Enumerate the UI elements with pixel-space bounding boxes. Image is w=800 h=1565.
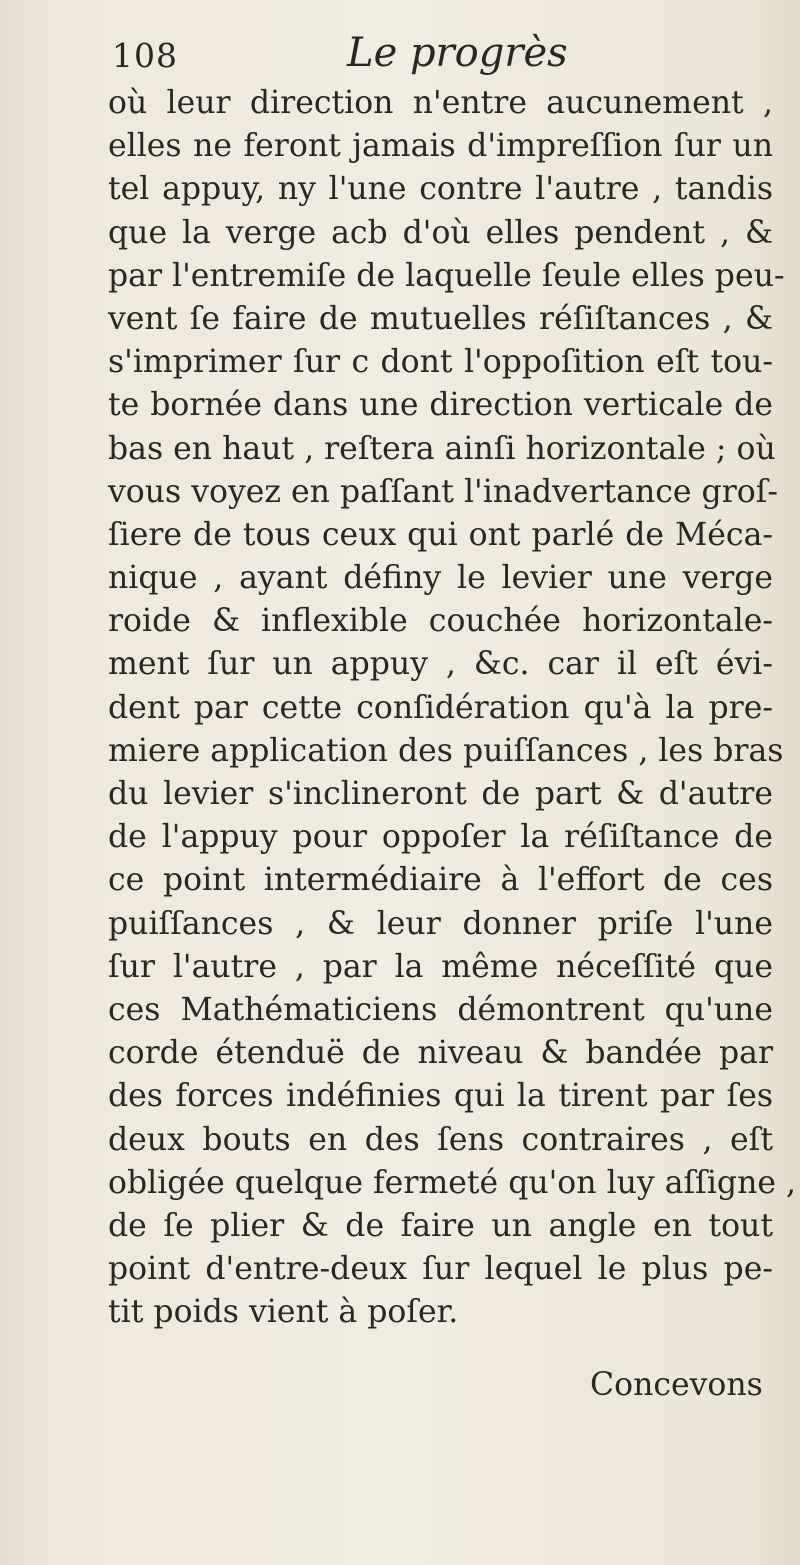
text-line: puiſſances , & leur donner priſe l'une bbox=[108, 905, 773, 942]
text-line: où leur direction n'entre aucunement , bbox=[108, 85, 773, 121]
text-line: tit poids vient à poſer. bbox=[108, 1294, 459, 1331]
text-line: que la verge acb d'où elles pendent , & bbox=[108, 214, 773, 251]
text-line: vous voyez en paſſant l'inadvertance groſ- bbox=[108, 473, 779, 510]
text-line: ces Mathématiciens démontrent qu'une bbox=[108, 991, 773, 1028]
text-line: ment ſur un appuy , &c. car il eſt évi- bbox=[108, 646, 773, 683]
text-line: ſiere de tous ceux qui ont parlé de Méca- bbox=[108, 516, 773, 553]
text-line: nique , ayant définy le levier une verge bbox=[108, 560, 773, 597]
text-line: miere application des puiſſances , les bras bbox=[108, 732, 784, 769]
text-line: elles ne feront jamais d'impreſſion ſur un bbox=[108, 128, 773, 165]
text-line: deux bouts en des ſens contraires , eſt bbox=[108, 1121, 773, 1158]
text-line: te bornée dans une direction verticale de bbox=[108, 387, 773, 424]
body-text bbox=[108, 82, 797, 1334]
text-line: par l'entremiſe de laquelle ſeule elles peu- bbox=[108, 257, 785, 294]
page-number: 108 bbox=[112, 36, 178, 75]
text-line: de ſe plier & de faire un angle en tout bbox=[108, 1207, 773, 1244]
text-line: point d'entre-deux ſur lequel le plus pe- bbox=[108, 1251, 773, 1288]
text-line: du levier s'inclineront de part & d'autre bbox=[108, 776, 773, 812]
catchword: Concevons bbox=[590, 1367, 763, 1403]
page-header bbox=[112, 30, 672, 80]
running-title: Le progrès bbox=[347, 30, 568, 76]
text-line: ce point intermédiaire à l'effort de ces bbox=[108, 862, 773, 899]
text-line: tel appuy, ny l'une contre l'autre , tandis bbox=[108, 171, 773, 208]
text-line: bas en haut , reſtera ainſi horizontale ; où bbox=[108, 430, 776, 467]
text-line: s'imprimer ſur c dont l'oppoſition eſt tou- bbox=[108, 344, 773, 381]
text-line: vent ſe faire de mutuelles réſiſtances , & bbox=[108, 300, 773, 337]
text-line: ſur l'autre , par la même néceſſité que bbox=[108, 948, 773, 985]
text-line: corde étenduë de niveau & bandée par bbox=[108, 1035, 773, 1072]
text-line: obligée quelque fermeté qu'on luy aſſigne , bbox=[108, 1164, 797, 1201]
text-line: roide & inflexible couchée horizontale- bbox=[108, 603, 773, 640]
text-line: dent par cette conſidération qu'à la pre- bbox=[108, 689, 773, 726]
text-line: de l'appuy pour oppoſer la réſiſtance de bbox=[108, 819, 773, 856]
text-line: des forces indéfinies qui la tirent par ſes bbox=[108, 1078, 773, 1115]
